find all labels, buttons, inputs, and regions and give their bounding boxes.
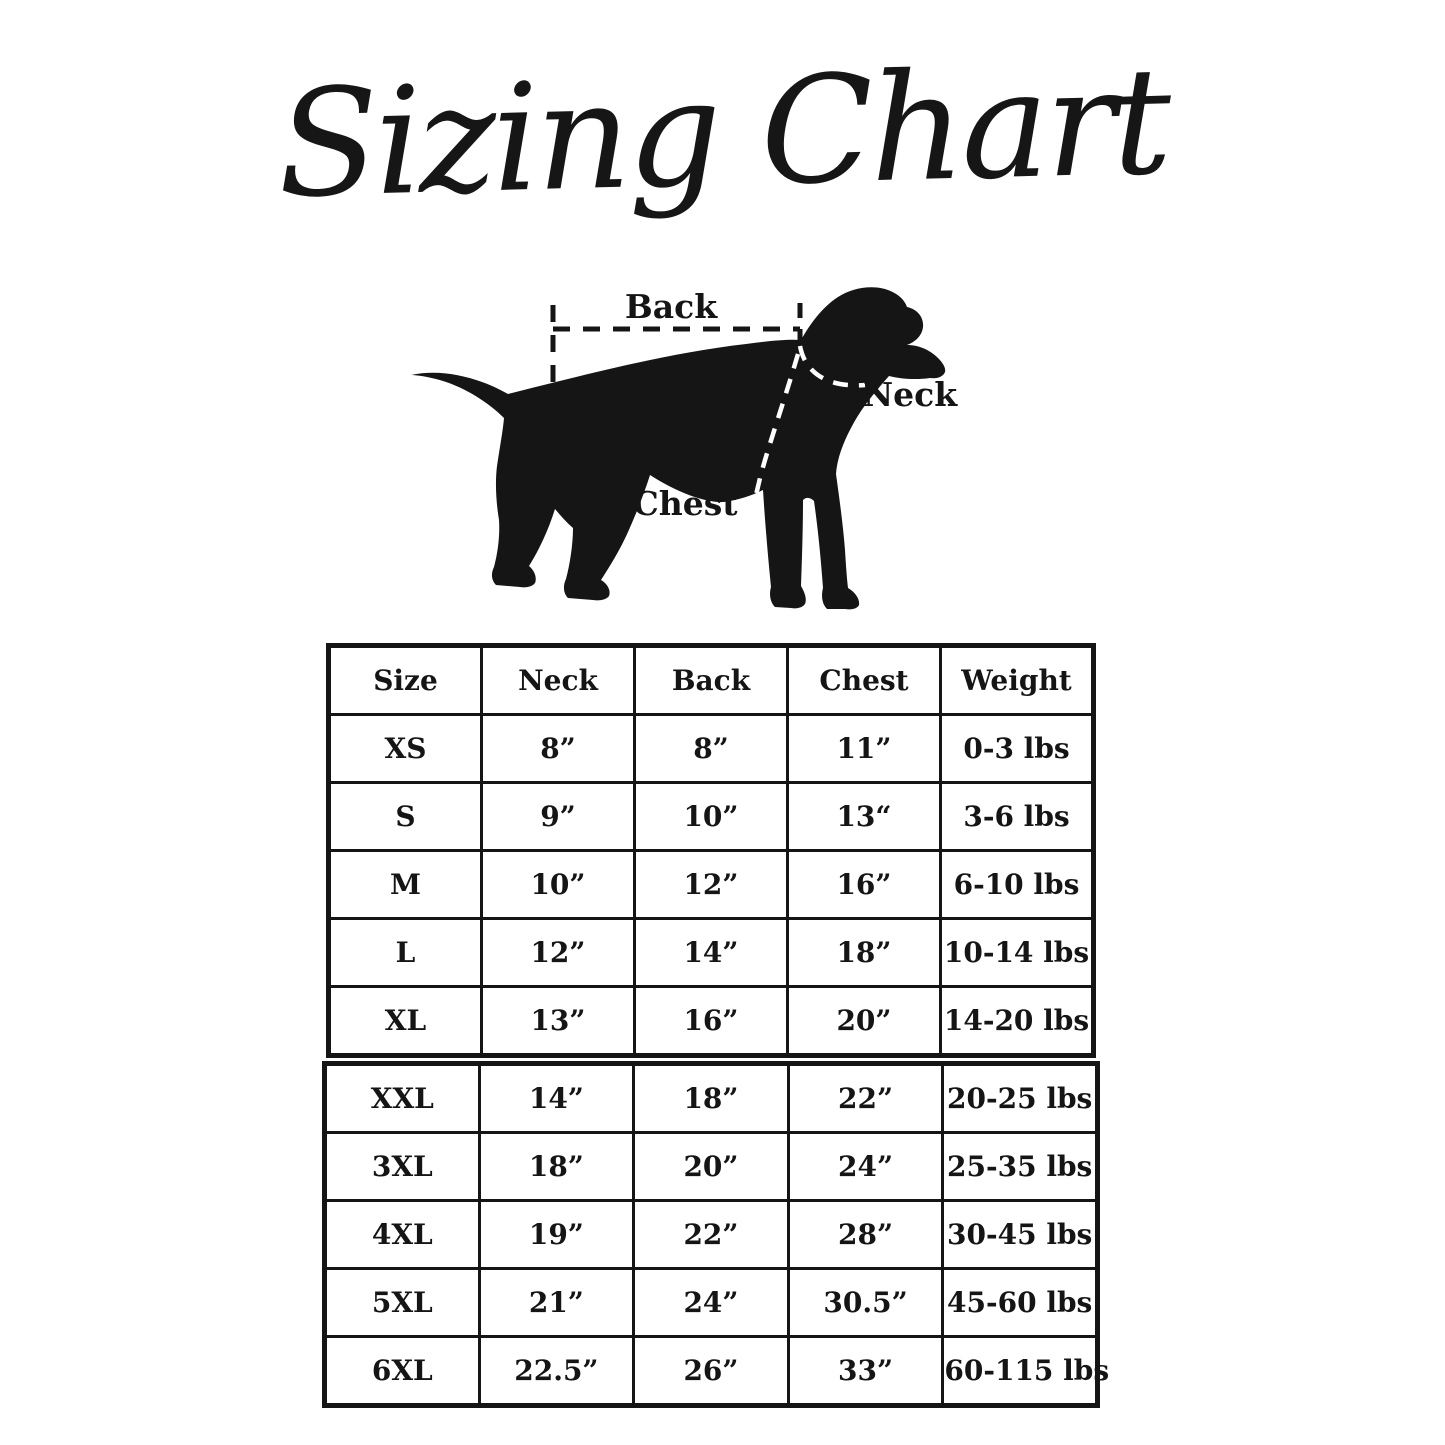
column-header-chest: Chest — [788, 646, 941, 715]
column-header-neck: Neck — [482, 646, 635, 715]
cell-size: XS — [329, 715, 482, 783]
cell-chest: 24” — [788, 1133, 943, 1201]
table-row-5xl — [325, 1269, 1098, 1337]
column-header-back: Back — [635, 646, 788, 715]
cell-size: S — [329, 783, 482, 851]
cell-neck: 9” — [482, 783, 635, 851]
sizing-tables — [326, 643, 1110, 1408]
table-row-4xl — [325, 1201, 1098, 1269]
cell-back: 8” — [635, 715, 788, 783]
cell-weight: 0-3 lbs — [941, 715, 1094, 783]
cell-back: 20” — [634, 1133, 789, 1201]
cell-chest: 22” — [788, 1064, 943, 1133]
cell-back: 10” — [635, 783, 788, 851]
cell-back: 24” — [634, 1269, 789, 1337]
cell-chest: 18” — [788, 919, 941, 987]
sizing-table-lower — [322, 1061, 1110, 1408]
cell-back: 22” — [634, 1201, 789, 1269]
cell-chest: 11” — [788, 715, 941, 783]
cell-weight: 25-35 lbs — [943, 1133, 1098, 1201]
back-label: Back — [624, 287, 718, 326]
table-row-l — [329, 919, 1094, 987]
cell-chest: 20” — [788, 987, 941, 1056]
cell-size: 6XL — [325, 1337, 480, 1406]
table-row-6xl — [325, 1337, 1098, 1406]
cell-weight: 6-10 lbs — [941, 851, 1094, 919]
column-header-size: Size — [329, 646, 482, 715]
cell-weight: 20-25 lbs — [943, 1064, 1098, 1133]
cell-chest: 28” — [788, 1201, 943, 1269]
cell-back: 12” — [635, 851, 788, 919]
cell-size: M — [329, 851, 482, 919]
cell-size: 5XL — [325, 1269, 480, 1337]
cell-weight: 10-14 lbs — [941, 919, 1094, 987]
page-title: Sizing Chart — [275, 35, 1170, 231]
table-row-3xl — [325, 1133, 1098, 1201]
cell-weight: 30-45 lbs — [943, 1201, 1098, 1269]
cell-size: L — [329, 919, 482, 987]
dog-silhouette-icon — [411, 287, 945, 609]
table-row-s — [329, 783, 1094, 851]
cell-neck: 18” — [479, 1133, 634, 1201]
cell-weight: 14-20 lbs — [941, 987, 1094, 1056]
cell-weight: 45-60 lbs — [943, 1269, 1098, 1337]
cell-weight: 60-115 lbs — [943, 1337, 1098, 1406]
cell-size: 4XL — [325, 1201, 480, 1269]
table-row-xs — [329, 715, 1094, 783]
cell-weight: 3-6 lbs — [941, 783, 1094, 851]
cell-neck: 10” — [482, 851, 635, 919]
cell-chest: 16” — [788, 851, 941, 919]
cell-back: 18” — [634, 1064, 789, 1133]
cell-back: 16” — [635, 987, 788, 1056]
neck-label: Neck — [862, 375, 958, 414]
cell-chest: 13“ — [788, 783, 941, 851]
sizing-table-upper — [326, 643, 1096, 1058]
header-row — [329, 646, 1094, 715]
dog-measurement-diagram — [408, 282, 1058, 640]
table-row-xxl — [325, 1064, 1098, 1133]
cell-back: 14” — [635, 919, 788, 987]
cell-neck: 19” — [479, 1201, 634, 1269]
cell-neck: 22.5” — [479, 1337, 634, 1406]
cell-back: 26” — [634, 1337, 789, 1406]
chest-label: Chest — [632, 484, 738, 523]
cell-neck: 14” — [479, 1064, 634, 1133]
cell-size: XXL — [325, 1064, 480, 1133]
table-row-xl — [329, 987, 1094, 1056]
cell-chest: 30.5” — [788, 1269, 943, 1337]
column-header-weight: Weight — [941, 646, 1094, 715]
cell-chest: 33” — [788, 1337, 943, 1406]
cell-neck: 8” — [482, 715, 635, 783]
cell-size: XL — [329, 987, 482, 1056]
cell-neck: 12” — [482, 919, 635, 987]
cell-neck: 13” — [482, 987, 635, 1056]
table-row-m — [329, 851, 1094, 919]
cell-size: 3XL — [325, 1133, 480, 1201]
cell-neck: 21” — [479, 1269, 634, 1337]
